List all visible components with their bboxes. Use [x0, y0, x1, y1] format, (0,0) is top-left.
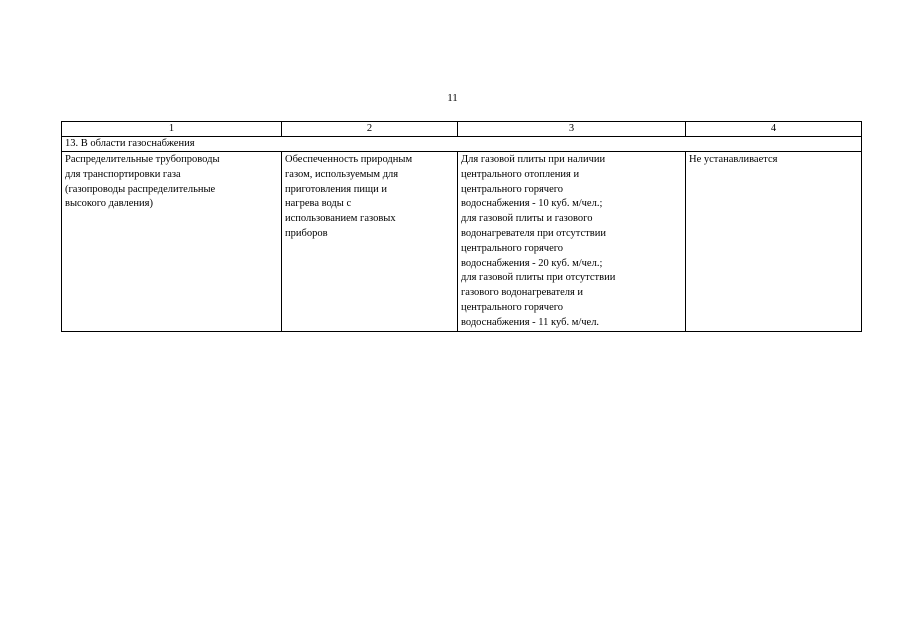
cell-line: водоснабжения - 11 куб. м/чел. [461, 316, 600, 328]
cell-line: центрального горячего [461, 301, 564, 313]
cell-line: для газовой плиты и газового [461, 213, 593, 225]
table-header-row [62, 122, 862, 137]
indicator-cell [282, 152, 458, 332]
section-title: 13. В области газоснабжения [62, 137, 862, 152]
cell-line: газом, используемым для [285, 168, 399, 180]
cell-line: Для газовой плиты при наличии [461, 154, 606, 165]
cell-line: для транспортировки газа [65, 168, 181, 180]
document-table [61, 121, 862, 332]
cell-line: (газопроводы распределительные [65, 183, 216, 195]
norm-value-cell [458, 152, 686, 332]
cell-line: высокого давления) [65, 198, 153, 210]
facility-type-cell [62, 152, 282, 332]
cell-line: Не устанавливается [689, 154, 778, 165]
table-row [62, 152, 862, 332]
cell-line: водоснабжения - 20 куб. м/чел.; [461, 257, 603, 269]
cell-line: центрального горячего [461, 242, 564, 254]
cell-line: использованием газовых [285, 213, 396, 225]
cell-line: центрального горячего [461, 183, 564, 195]
column-number-4: 4 [686, 122, 862, 137]
cell-line: приготовления пищи и [285, 183, 387, 195]
cell-line: центрального отопления и [461, 168, 580, 180]
column-number-1: 1 [62, 122, 282, 137]
cell-line: водонагревателя при отсутствии [461, 227, 606, 239]
page-number: 11 [447, 92, 458, 104]
cell-line: Распределительные трубопроводы [65, 154, 220, 165]
cell-line: для газовой плиты при отсутствии [461, 272, 616, 284]
cell-line: газового водонагревателя и [461, 287, 584, 299]
accessibility-cell [686, 152, 862, 332]
cell-line: приборов [285, 227, 328, 239]
column-number-3: 3 [458, 122, 686, 137]
cell-line: водоснабжения - 10 куб. м/чел.; [461, 198, 603, 210]
cell-line: нагрева воды с [285, 198, 352, 210]
section-row [62, 137, 862, 152]
column-number-2: 2 [282, 122, 458, 137]
cell-line: Обеспеченность природным [285, 154, 413, 165]
